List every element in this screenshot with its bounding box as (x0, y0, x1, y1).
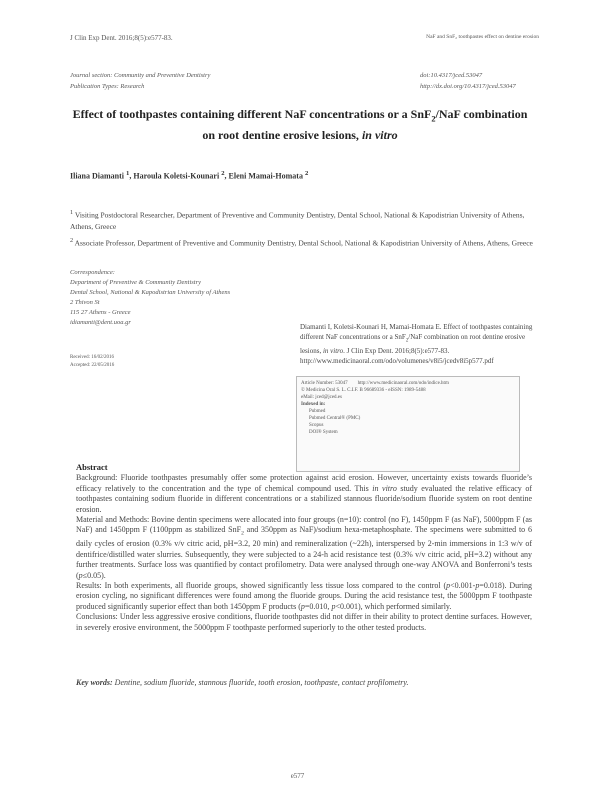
results-text: Results: In both experiments, all fluoride groups, showed significantly less tissue loss compared to the control ( (76, 581, 447, 591)
doi-block (420, 70, 516, 92)
methods-text-cont: and 350ppm as NaF)/sodium hexa-metaphosphate. The specimens were submitted to 6 daily cycles of erosion (0.3% v/v citric acid, pH=3.2, 20 min) and remineralization (~22h), interspersed by 2-min immersions in 1:3 w/v of dentifrice/distilled water slurries. Subsequently, they were subjected to a 24-h acid resistance test (0.3% v/v citric acid, pH=3.2) without any further treatments. Surface loss was quantified by contact profilometry. Data were analysed through one-way ANOVA and Bonferroni’s tests ( (76, 525, 532, 580)
background-text-end: study evaluated the relative efficacy of toothpastes containing sodium fluoride in different concentrations or a stabilized stannous fluoride/sodium fluoride system on root dentine erosion. (76, 483, 532, 514)
methods-text: Material and Methods: Bovine dentin specimens were allocated into four groups (n=10): control (no F), 1450ppm F (as NaF), 5000ppm F (as NaF) and 1450ppm F (1100ppm as stabilized SnF (76, 515, 532, 535)
article-dates (70, 354, 114, 370)
results-text: =0.010, (304, 601, 332, 611)
journal-meta (70, 70, 210, 92)
results-text: =0.018). During erosion cycling, no significant differences were found among the fluoride groups. During the acid resistance test, the 5000ppm F toothpaste produced significantly superior effect than both 1450ppm F products ( (76, 581, 532, 611)
author-2-affil: 2 (221, 170, 225, 177)
correspondence (70, 268, 230, 328)
received-date: Received: 16/02/2016 (70, 355, 115, 360)
doi: doi:10.4317/jced.53047 (420, 72, 483, 79)
affiliation-1-marker: 1 (70, 209, 74, 216)
author-3-affil: 2 (304, 170, 309, 177)
correspondence-line-3: 2 Thivon St (70, 299, 100, 306)
author-list: Iliana Diamanti $^1$, Haroula Koletsi-Kounari $^2$, Eleni Mamai-Homata $^2$ (70, 170, 309, 181)
abstract-conclusions: Conclusions: Under less aggressive erosive conditions, fluoride toothpastes did not differ in their ability to protect dentine surfaces. However, in severely erosive environment, the 5000ppm F toothpaste performed superiorly to the other tested products. (76, 612, 532, 632)
results-text-end: <0.001), which performed similarly. (335, 601, 452, 611)
affiliation-2-text: Associate Professor, Department of Preventive and Community Dentistry, Dental School, National & Kapodistrian University of Athens, Athens, Greece (74, 238, 533, 247)
publication-type: Publication Types: Research (70, 83, 145, 90)
running-header-citation: J Clin Exp Dent. 2016;8(5):e577-83. (70, 34, 173, 42)
author-2: Haroula Koletsi-Kounari (133, 171, 220, 181)
abstract-heading: Abstract (76, 462, 108, 472)
index-item: Pubmed Central® (PMC) (309, 416, 361, 421)
author-1: Iliana Diamanti (70, 171, 125, 181)
index-item: Scopus (309, 423, 324, 428)
citation-block (300, 322, 540, 366)
info-row-article (301, 380, 515, 387)
keywords-text: Dentine, sodium fluoride, stannous fluoride, tooth erosion, toothpaste, contact profilometry. (114, 678, 409, 687)
article-number: Article Number: 53047 (301, 381, 348, 386)
keywords-label: Key words: (76, 678, 113, 687)
methods-subscript: 2 (241, 531, 244, 538)
citation-subscript: 2 (405, 338, 409, 344)
citation-italic: in vitro (322, 347, 344, 356)
affiliation-2 (70, 235, 540, 249)
title-italic: in vitro (361, 128, 398, 143)
author-3: Eleni Mamai-Homata (228, 171, 303, 181)
title-subscript: 2 (431, 114, 436, 124)
copyright: © Medicina Oral S. L. C.I.F. B 96689336 - eISSN: 1989-5488 (301, 388, 426, 393)
article-title (70, 106, 530, 143)
results-text: <0.001- (450, 581, 476, 591)
journal-site-link[interactable]: http://www.medicinaoral.com/odo/indice.htm (357, 381, 449, 386)
results-italic: p (331, 601, 336, 611)
methods-italic: p (78, 570, 83, 580)
title-part-1: Effect of toothpastes containing different NaF concentrations or a SnF (72, 107, 432, 121)
running-header-title: NaF and SnF₂ toothpastes effect on dentine erosion (426, 34, 539, 40)
title-part-2: /NaF combination on root dentine erosive lesions, (202, 107, 528, 143)
citation-text-2: /NaF combination on root dentine erosive lesions, (300, 333, 526, 356)
page-number: e577 (290, 772, 305, 780)
results-italic: p (446, 581, 451, 591)
affiliations (70, 207, 540, 251)
correspondence-line-1: Department of Preventive & Community Dentistry (70, 279, 201, 286)
affiliation-2-marker: 2 (70, 236, 74, 244)
abstract-methods (76, 515, 532, 581)
methods-text-end: ≤0.05). (82, 570, 106, 580)
abstract (76, 462, 532, 633)
correspondence-label: Correspondence: (70, 269, 115, 276)
citation-text-1: Diamanti I, Koletsi-Kounari H, Mamai-Homata E. Effect of toothpastes containing different NaF concentrations or a SnF (300, 323, 533, 341)
correspondence-email[interactable]: idiamanti@dent.uoa.gr (70, 319, 131, 326)
keywords (76, 678, 532, 687)
correspondence-line-2: Dental School, National & Kapodistrian University of Athens (70, 289, 231, 296)
abstract-background (76, 473, 532, 515)
indexed-in-label: Indexed in: (301, 402, 326, 407)
affiliation-1-text: Visiting Postdoctoral Researcher, Department of Preventive and Community Dentistry, Dental School, National & Kapodistrian University of Athens, Athens, Greece (70, 210, 525, 231)
results-italic: p (475, 581, 480, 591)
doi-link[interactable]: http://dx.doi.org/10.4317/jced.53047 (420, 83, 516, 90)
abstract-results (76, 581, 532, 612)
citation-url[interactable]: http://www.medicinaoral.com/odo/volumenes/v8i5/jcedv8i5p577.pdf (300, 357, 494, 366)
background-text: Background: Fluoride toothpastes presumably offer some protection against acid erosion. However, uncertainty exists towards fluoride’s efficacy relatively to the concentration and the type of chemical compound used. This (76, 473, 532, 493)
index-item: DOI® System (309, 430, 338, 435)
accepted-date: Accepted: 22/05/2016 (70, 363, 115, 368)
article-info-box (296, 376, 520, 472)
citation-text-3: . J Clin Exp Dent. 2016;8(5):e577-83. (343, 347, 450, 356)
journal-email[interactable]: eMail: jced@jced.es (301, 395, 342, 400)
results-italic: p (300, 601, 305, 611)
author-1-affil: 1 (126, 170, 130, 177)
index-item: Pubmed (309, 409, 326, 414)
background-italic: in vitro (372, 483, 397, 493)
journal-section: Journal section: Community and Preventive Dentistry (70, 72, 211, 79)
affiliation-1 (70, 207, 540, 232)
correspondence-line-4: 115 27 Athens - Greece (70, 309, 131, 316)
